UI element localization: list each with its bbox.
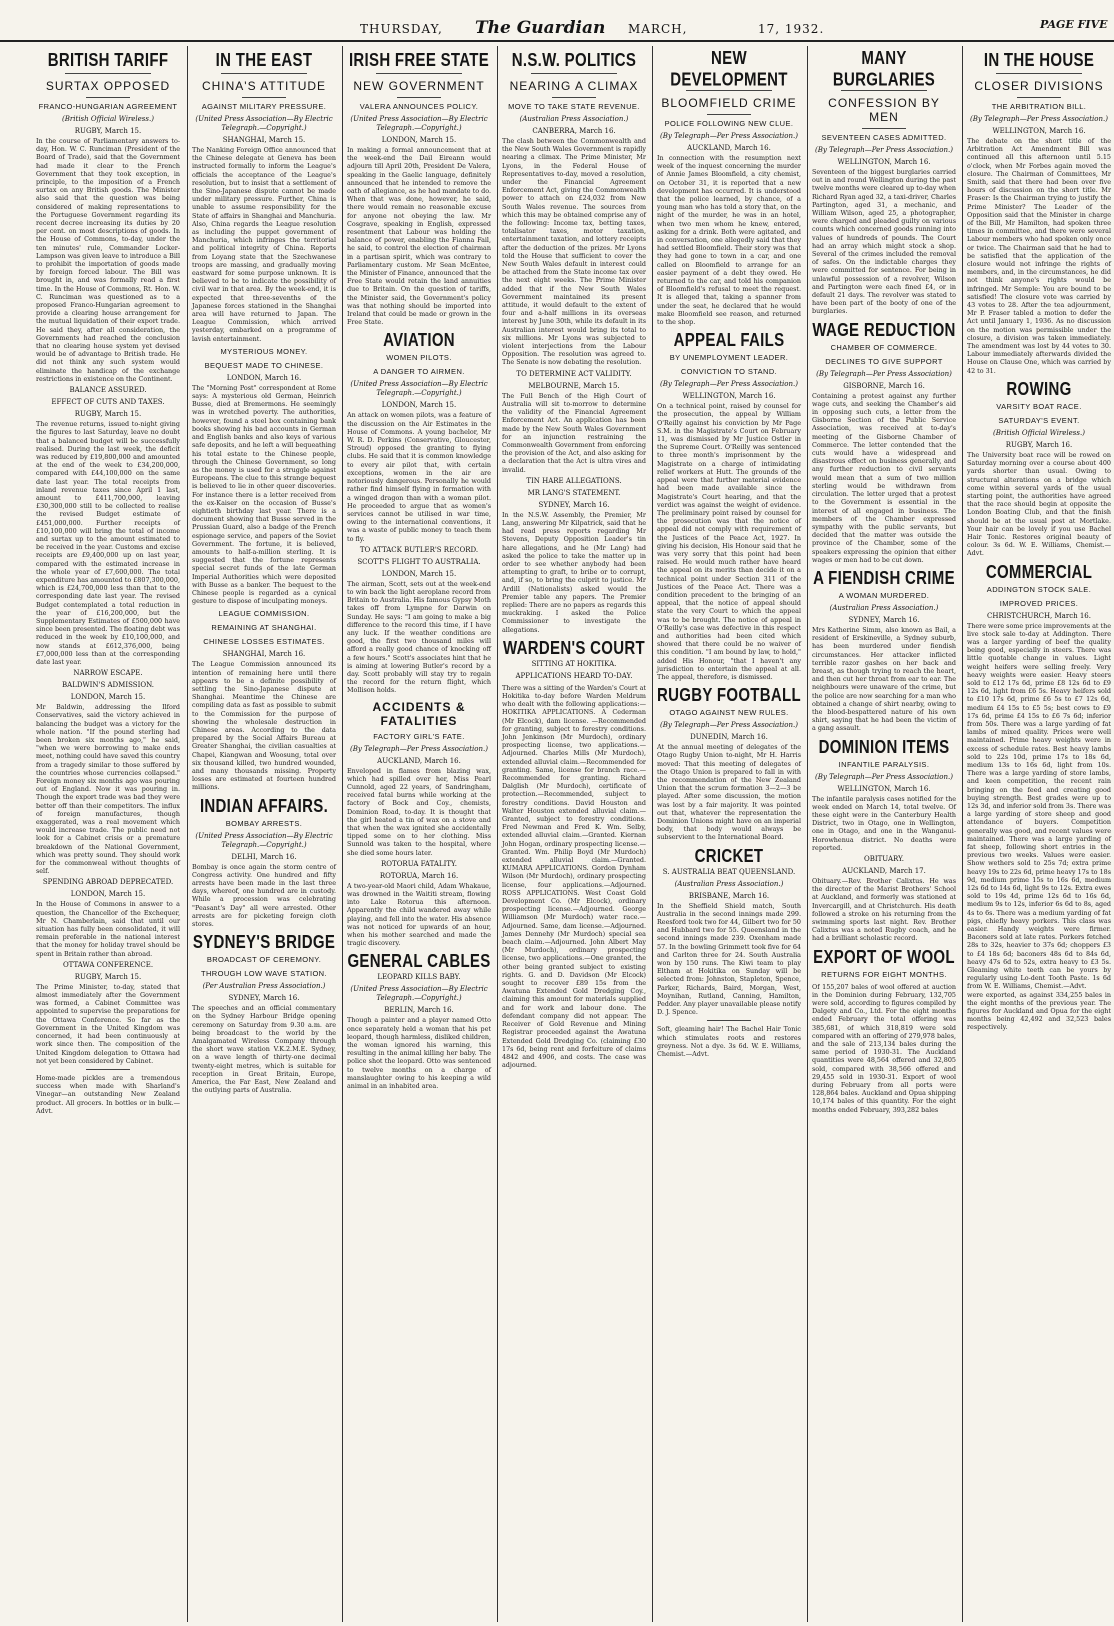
subhead: OBITUARY. — [863, 854, 905, 863]
article-body: Containing a protest against any further wage cuts, and seeking the Chamber's aid in opposing such cuts, a letter from the Gisborne Section of the Public Service Association, was received at to-day's meeting of the Gisborne Chamber of Commerce. The letter contended that the cuts would have a widespread and disastrous effect on business generally, and any further reduction to civil servants would mean that a sum of two million sterling would be withdrawn from circulation. The letter urged that a protest to the Government is essential in the interest of all engaged in business. The members of the Chamber expressed sympathy with the public servants, but decided that the matter was outside the province of the Chamber, some of the speakers expressing the opinion that either wages or men had to be cut down. — [812, 391, 956, 564]
article-body: In the course of Parliamentary answers to-day, Hon. W. C. Runciman (President of the Board of Trade), said that the Government had made it clear to the French Government that they took exception, in principle, to the imposition of a French surtax on any British goods. The Minister also said that the question was being considered of making representations to the Portuguese Government regarding its recent decree increasing its duties by 20 per cent. on most descriptions of goods. In the House of Commons, to-day, under the ten minutes' rule, Commander Locker-Lampson was given leave to introduce a Bill to prohibit the importation of goods made by foreign forced labour. The Bill was brought in, and was formally read a first time. In the House of Commons, Rt. Hon. W. C. Runciman was questioned as to a proposed Franco-Hungarian agreement to provide a clearing house arrangement for the mutual liquidation of their export trade. He said they, after all consideration, the Governments had reached the conclusion that no clearing house system yet devised would be of advantage to British trade. He did not think any such system would eliminate the handicap of the exchange restrictions in existence on the Continent. — [36, 137, 180, 383]
article-body: The Prime Minister, to-day, stated that almost immediately after the Government was formed, a Cabinet Committee was appointed to supervise the preparations for the Ottawa Conference. So far as the Government in the United Kingdom was concerned, it had been continuously at work since then. The composition of the United Kingdom delegation to Ottawa had not yet been considered by Cabinet. — [36, 982, 180, 1065]
subhead: SATURDAY'S EVENT. — [998, 415, 1080, 425]
article-body: Mrs Katherine Simm, also known as Bail, a resident of Erskineville, a Sydney suburb, has been murdered under fiendish circumstances. Her attacker inflicted terrible razor gashes on her back and breast, as though trying to reach the heart, and then cut her throat from ear to ear. The neighbours were unaware of the crime, but the police are now searching for a man who obtained a change of shirt nearby, owing to the blood-bespattered nature of his own shirt, saying that he had been the victim of a gang assault. — [812, 625, 956, 733]
deck: SEVENTEEN CASES ADMITTED. — [821, 133, 947, 142]
credit-line: (Australian Press Association.) — [519, 115, 629, 123]
headline: APPEAL FAILS — [673, 330, 785, 352]
article-body: An attack on women pilots, was a feature of the discussion on the Air Estimates in the House of Commons. A young bachelor, Mr W. R. D. Perkins (Conservative, Gloucester, Stroud) opposed the granting to flying clubs. He said that it is common knowledge to every air pilot that, with certain exceptions, women in the air are notoriously dangerous. Personally he would rather find himself flying in formation with a winged dragon than with a woman pilot. He proceeded to argue that as women's services cannot be utilised in war time, owing to the international conventions, it was a waste of public money to teach them to fly. — [347, 411, 491, 543]
dateline: DUNEDIN, March 16. — [690, 733, 768, 742]
article-body: Though a painter and a player named Otto once separately held a woman that his pet leopard, though harmless, disliked children, the woman ignored his warning, this resulting in the animal killing her baby. The police shot the leopard. Otto was sentenced to twelve months on a charge of manslaughter owing to his keeping a wild animal in an inhabited area. — [347, 1016, 491, 1091]
deck: AGAINST MILITARY PRESSURE. — [201, 102, 327, 111]
divider — [376, 73, 462, 74]
headline: EXPORT OF WOOL — [813, 946, 955, 968]
masthead-month: MARCH, — [628, 22, 688, 36]
credit-line: (United Press Association—By Electric Telegraph.—Copyright.) — [350, 115, 488, 132]
headline: N.S.W. POLITICS — [511, 49, 637, 72]
subhead: BY UNEMPLOYMENT LEADER. — [669, 353, 789, 363]
credit-line: (United Press Association—By Electric Telegraph.—Copyright.) — [195, 115, 333, 132]
headline: COMMERCIAL — [985, 561, 1093, 583]
divider — [86, 97, 129, 98]
subhead: ROTORUA FATALITY. — [381, 859, 457, 868]
subhead: BEQUEST MADE TO CHINESE. — [204, 360, 324, 370]
subhead: A WOMAN MURDERED. — [838, 590, 930, 600]
article-body: The infantile paralysis cases notified for the week ended on March 14, total twelve. Of these eight were in the Canterbury Health District, two in Otago, one in Wellington, one in Otago, and one in the Wanganui-Horowhenua district. No deaths were reported. — [812, 794, 956, 852]
subhead: VARSITY BOAT RACE. — [996, 401, 1082, 411]
deck: POLICE FOLLOWING NEW CLUE. — [664, 119, 794, 128]
dateline: RUGBY, March 15. — [74, 127, 142, 135]
dateline: DELHI, March 16. — [231, 852, 297, 861]
divider — [86, 1069, 129, 1070]
article-body: Bombay is once again the storm centre of Congress activity. One hundred and fifty arrests have been made in the last three days, whereof, one hundred are in custody. While a procession was celebrating "Peasant's Day" all were arrested. Other arrests are for picketing foreign cloth stores. — [192, 862, 336, 929]
subhead: TIN HARE ALLEGATIONS. — [526, 476, 622, 485]
subhead: SCOTT'S FLIGHT TO AUSTRALIA. — [357, 557, 481, 566]
dateline: LONDON, March 15. — [381, 136, 457, 144]
dateline: CHRISTCHURCH, March 16. — [987, 611, 1091, 620]
article-body: On a technical point, raised by counsel for the prosecution, the appeal by William O'Reilly against his conviction by Mr Page S.M. in the Magistrate's Court on February 11, was dismissed by Mr Justice Ostler in the Supreme Court. O'Reilly was sentenced to three month's imprisonment by the Magistrate on a charge of intimidating relief workers at Hutt. The grounds of the appeal were that further material evidence had been made available since the Magistrate's Court hearing, and that the verdict was against the weight of evidence. The preliminary point raised by counsel for the prosecution was that the notice of appeal did not comply with requirement of the Justices of the Peace Act, 1927. In giving his decision, His Honour said that he was very sorry that this point had been raised. He would much rather have heard the appeal on its merits than decide it on a technical point under Section 311 of the Justices of the Peace Act. There was a condition precedent to the bringing of an appeal, that the notice of appeal should state the very Court to which the appeal was to be brought. The notice of appeal in O'Reilly's case was defective in this respect and authorities had been cited which showed that there could be no waiver of this condition. "I am bound by law, to hold," added His Honour, "that I haven't any jurisdiction to entertain the appeal at all. The appeal, therefore, is dismissed. — [657, 402, 801, 681]
subhead: RETURNS FOR EIGHT MONTHS. — [821, 969, 947, 979]
article-body: The Full Bench of the High Court of Australia will sit to-morrow to determine the validity of the Financial Agreement Enforcement Act. An application has been made by the New South Wales Government for an injunction restraining the Commonwealth Government from enforcing the provision of the Act, and also asking for a declaration that the Act is ultra vires and invalid. — [502, 391, 646, 474]
divider — [65, 73, 151, 74]
subhead: REMAINING AT SHANGHAI. — [211, 623, 317, 633]
dateline: GISBORNE, March 16. — [843, 381, 925, 390]
subheadline: NEARING A CLIMAX — [509, 79, 639, 93]
subhead: CHINESE LOSSES ESTIMATES. — [203, 637, 325, 647]
headline: INDIAN AFFAIRS. — [199, 795, 329, 817]
subhead: TO ATTACK BUTLER'S RECORD. — [359, 545, 479, 554]
dateline: LONDON, March 16. — [226, 373, 302, 382]
dateline: WELLINGTON, March 16. — [992, 127, 1086, 135]
subhead: S. AUSTRALIA BEAT QUEENSLAND. — [662, 867, 796, 876]
subheadline: BLOOMFIELD CRIME — [661, 96, 797, 110]
divider — [707, 114, 750, 115]
dateline: LONDON, March 15. — [70, 693, 146, 702]
article-body: The speeches and an official commentary on the Sydney Harbour Bridge opening ceremony on Saturday from 9.30 a.m. are being broadcast to the world by the Amalgamated Wireless Company through the short wave station V.K.2.M.E. Sydney, on a wave length of thirty-one decimal twenty-eight metres, which is suitable for reception in Great Britain, Europe, America, the Far East, New Zealand and the outlying parts of Australia. — [192, 1004, 336, 1095]
dateline: AUCKLAND, March 16. — [377, 756, 461, 765]
dateline: WELLINGTON, March 16. — [837, 158, 931, 166]
article-body: The League Commission announced its intention of remaining here until there appears to be a definite possibility of settling the Sino-Japanese dispute at Shanghai. Meantime the Chinese are compiling data as fast as possible to submit to the Commission for the purpose of showing the wholesale destruction in Chinese areas. According to the data prepared by the Social Affairs Bureau at Greater Shanghai, the civilian casualties at Chapei, Kiangwan and Woosung, total over six thousand killed, two hundred wounded, and many thousands missing. Property losses are estimated at fourteen hundred millions. — [192, 660, 336, 792]
subhead: LEOPARD KILLS BABY. — [377, 973, 461, 982]
article-body: In connection with the resumption next week of the inquest concerning the murder of Annie James Bloomfield, a city chemist, on October 31, it is reported that a new development has occurred. It is understood that the police learned, by chance, of a young man who has told a story that, on the night of the murder, he was in an hotel, when two men whom he knew, entered, asking for a drink. Both were agitated, and in conversation, one allegedly said that they had settled Bloomfield. Their story was that they had gone to town in a car, and one called on Bloomfield to arrange for an easier payment of a debt they owed. He returned to the car, and told his companion of Bloomfield's refusal to meet the request. It is alleged that, taking a spanner from under the seat, he declared that he would make Bloomfield see reason, and returned to the shop. — [657, 154, 801, 327]
article-body: Enveloped in flames from blazing wax, which had spilled over her, Miss Pearl Cunnold, aged 22 years, of Sandringham, received fatal burns while working at the factory of Bock and Coy., chemists, Dominion Road, to-day. It is thought that the girl heated a tin of wax on a stove and that when the wax ignited she accidentally tipped some on to her clothing. Miss Sunnold was taken to the hospital, where she died some hours later. — [347, 766, 491, 857]
article-body: The Nanking Foreign Office announced that the Chinese delegate at Geneva has been instructed formally to inform the League's officials the acceptance of the League's resolution, but to insist that a settlement of the Sino-Japanese dispute cannot be made under military pressure. Further, China is unable to assume responsibility for the State of affairs in Shanghai and Manchuria. Also, China regards the League resolution as including the puppet government of Manchuria, which infringes the territorial and political integrity of China. Reports from Loyang state that the Szechwanese troops are massing, and gradually moving eastward for some purpose unknown. It is believed to be to indicate the possibility of civil war in that area. By the week-end, it is expected that three-sevenths of the Japanese forces stationed in the Shanghai area will have returned to Japan. The League Commission, which arrived yesterday, embarked on a programme of lavish entertainment. — [192, 146, 336, 343]
headline: BRITISH TARIFF — [47, 49, 169, 72]
divider — [221, 73, 307, 74]
article-body: Obituary.—Rev. Brother Calixtus. He was the director of the Marist Brothers' School at Auckland, and formerly was stationed at Invercargill, and at Christchurch. His death followed a stroke on his returning from the swimming sports last night. Rev. Brother Calixtus was a noted Rugby coach, and he had a brilliant scholastic record. — [812, 876, 956, 943]
headline: NEW DEVELOPMENT — [670, 47, 788, 91]
credit-line: (United Press Association—By Electric Telegraph.—Copyright.) — [350, 380, 488, 398]
headline: WAGE REDUCTION — [812, 319, 956, 341]
divider — [707, 1020, 750, 1021]
subhead: LEAGUE COMMISSION. — [218, 609, 310, 619]
headline: ACCIDENTS & FATALITIES — [372, 699, 466, 728]
subhead: WOMEN PILOTS. — [386, 353, 452, 363]
article-body: The clash between the Commonwealth and the New South Wales Government is rapidly nearing a climax. The Prime Minister, Mr Lyons, in the Federal House of Representatives to-day, moved a resolution, under the Financial Agreement Enforcement Act, giving the Commonwealth power to attach on £24,032 from New South Wales revenue. The sources from which this may be obtained comprise any of the following: Income tax, betting taxes, totalisator taxes, motor taxation, entertainment taxation, and lottery receipts after the deduction of the prizes. Mr Lyons told the House that sufficient to cover the New South Wales default in interest could be attached from the State income tax over the next eight weeks. The Prime Minister added that if the New South Wales Government maintained its present attitude, it would default to the extent of four and a-half millions in its overseas interest by June 30th, while its default in its Australian interest would bring its total to six millions. Mr Lyons was subjected to violent interjections from the Labour Opposition. The resolution was agreed to. The Senate is now debating the resolution. — [502, 137, 646, 367]
column-in-the-house — [963, 46, 1114, 1622]
dateline: SYDNEY, March 16. — [538, 500, 610, 509]
headline: GENERAL CABLES — [347, 951, 491, 973]
column-british-tariff — [32, 46, 184, 1622]
article-body: A two-year-old Maori child, Adam Whakaue, was drowned in the Waititi stream, flowing into Lake Rotorua this afternoon. Apparently the child wandered away while playing, and fell into the water. His absence was not noticed for upwards of an hour, when his mother searched and made the tragic discovery. — [347, 881, 491, 948]
article-body: In the House of Commons in answer to a question, the Chancellor of the Exchequer, Mr N. Chamberlain, said that until our situation has fully been consolidated, it will remain preferable in the national interest that the money for holiday travel should be spent in Britain rather than abroad. — [36, 900, 180, 958]
dateline: WELLINGTON, March 16. — [837, 784, 931, 793]
headline: WARDEN'S COURT — [503, 637, 645, 659]
subhead: IMPROVED PRICES. — [999, 598, 1079, 608]
subheadline: NEW GOVERNMENT — [353, 79, 485, 93]
advertisement: Soft, gleaming hair! The Bachel Hair Tonic which stimulates roots and restores greyness. Not a dye. 3s 6d. W. E. Williams, Chemist.—Advt. — [657, 1025, 801, 1059]
credit-line: (By Telegraph—Per Press Association.) — [815, 772, 953, 781]
masthead-paper-title: The Guardian — [475, 18, 606, 38]
dateline: BERLIN, March 16. — [384, 1006, 454, 1015]
subhead: BROADCAST OF CEREMONY. — [206, 955, 322, 965]
masthead-page-number: PAGE FIVE — [1040, 18, 1108, 31]
headline: IN THE HOUSE — [983, 49, 1095, 72]
subhead: SPENDING ABROAD DEPRECATED. — [42, 878, 174, 887]
divider — [242, 97, 285, 98]
credit-line: (By Telegraph—Per Press Association.) — [660, 380, 798, 389]
article-body: The debate on the short title of the Arbitration Act Amendment Bill was continued all this afternoon until 5.15 o'clock, when Mr Forbes again moved the closure. The Chairman of Committees, Mr Smith, said that there had been over five hours of discussion on the short title. Mr Fraser: Is the Chairman trying to justify the Prime Minister? The Leader of the Opposition said that the Minister in charge of the Bill, Mr Hamilton, had spoken three times in committee, and there were several Labour members who had spoken only once or twice. The Chairman said that he had to be satisfied that the application of the closure would not infringe the rights of members, and, in the circumstances, he did not think anyone's rights would be infringed. Mr Semple: You are bound to be satisfied! The closure vote was carried by 43 votes to 28. After the tea adjournment, Mr P. Fraser tabled a motion to defer the Act until January 1, 1936. As no discussion on the motion was permissible under the closure, a division was taken immediately. The amendment was lost by 44 votes to 30. Labour immediately afterwards divided the House on Clause One, which was carried by 42 to 31. — [967, 137, 1111, 375]
deck: FRANCO-HUNGARIAN AGREEMENT — [38, 102, 178, 111]
dateline: SHANGHAI, March 16. — [222, 650, 306, 659]
masthead-day: THURSDAY, — [360, 22, 443, 36]
subheadline: CONFESSION BY MEN — [828, 96, 940, 124]
dateline: SYDNEY, March 16. — [228, 994, 300, 1003]
dateline: LONDON, March 15. — [381, 401, 457, 410]
subhead: OTTAWA CONFERENCE. — [62, 960, 154, 969]
headline: CRICKET — [694, 845, 764, 867]
column-new-development — [653, 46, 805, 1622]
credit-line: (British Official Wireless.) — [62, 115, 154, 123]
headline: IN THE EAST — [215, 49, 313, 72]
dateline: LONDON, March 15. — [381, 569, 457, 578]
subhead: CHAMBER OF COMMERCE. — [830, 342, 938, 352]
credit-line: (United Press Association—By Electric Telegraph.—Copyright.) — [195, 831, 333, 849]
headline: IRISH FREE STATE — [348, 49, 490, 72]
credit-line: (United Press Association—By Electric Telegraph.—Copyright.) — [350, 985, 488, 1003]
article-body: Of 155,207 bales of wool offered at auction in the Dominion during February, 132,705 were sold, according to figures compiled by Dalgety and Co., Ltd. For the eight months ended February the total offering was 385,681, of which 318,819 were sold compared with an offering of 279,978 bales, and the sale of 213,134 bales during the same period of 1930-31. The Auckland quantities were 48,564 offered and 32,805 sold, compared with 38,566 offered and 29,455 sold in 1930-31. Export of wool during February from all ports were 128,864 bales. Auckland and Opua shipping 10,174 bales of this quantity. For the eight months ended February, 393,282 bales — [812, 982, 956, 1114]
column-nsw-politics — [498, 46, 650, 1622]
article-body: In the N.S.W. Assembly, the Premier, Mr Lang, answering Mr Kilpatrick, said that he had read press reports regarding Mr Stevens, Deputy Opposition Leader's tin hare allegations, and he (Mr Lang) had asked the police to take the matter up in order to see whether anybody had been attempting to graft, to bribe or to corrupt, and, if so, to bring the culprit to justice. Mr Ardill (Nationalists) asked would the Premier table any papers. The Premier replied: There are no papers as regards this muckraking. I asked the Police Commissioner to investigate the allegations. — [502, 510, 646, 634]
subhead: TO DETERMINE ACT VALIDITY. — [516, 369, 632, 378]
article-body: There were some price improvements at the live stock sale to-day at Addington. There was a larger yarding of beef the quality being good, especially in steers. There was little quotable change in values. Light weight heifers were selling freely. Very heavy weights were easier. Heavy steers sold to £12 17s 6d, prime £8 12s 6d to £9 12s 6d, light from £6 5s. Heavy heifers sold to £10 17s 6d, prime £6 5s to £7 12s 6d, medium £4 15s to £5 5s; best cows to £9 17s 6d, prime £4 15s to £6 7s 6d; inferior from 50s. There was a large yarding of fat lambs of mixed quality. Prices were well maintained. Prime heavy weights were in excess of schedule rates. Best heavy lambs sold to 22s 10d, prime 17s to 18s 6d, medium 13s to 16s 6d, light from 10s. There was a large yarding of store lambs, and keen competition, the recent rain bringing on the feed and creating good buying strength. Best grades were up to 12s 3d, and inferior sold from 3s. There was a large yarding of store sheep and good attendance of buyers. Competition generally was good, and recent values were maintained. There was a large yarding of fat sheep, following short entries in the previous two weeks. Values were easier. Show wethers sold to 25s 7d; extra prime heavy 19s to 22s 6d, prime heavy 17s to 18s 9d, medium prime 15s to 16s 6d, medium 12s 6d to 14s 6d, light 9s to 12s. Extra ewes sold to 19s 4d, prime 12s 6d to 16s 6d, medium 9s to 12s, inferior 6s 6d to 8s, aged 4s to 6s. There was a medium yarding of fat pigs, chiefly heavy porkers. This class was easier. Handy weights were firmer. Baconers sold at late rates. Porkers fetched 28s to 32s, heavier to 37s 6d; choppers £3 to £4 18s 6d; baconers 48s 6d to 84s 6d, heavy 47s 6d to 52s, extra heavy to £3 5s. Gleaming white teeth can be yours by regularly using Lo-dent Tooth Paste. 1s 6d from W. E. Williams, Chemist.—Advt. — [967, 621, 1111, 991]
divider — [1017, 97, 1060, 98]
headline: ROWING — [1006, 378, 1072, 401]
credit-line: (By Telegraph—Per Press Association.) — [815, 146, 953, 154]
subhead: A DANGER TO AIRMEN. — [373, 367, 465, 377]
article-body: At the annual meeting of delegates of the Otago Rugby Union to-night, Mr H. Harris moved: That this meeting of delegates of the Otago Union is prepared to fall in with the recommendation of the New Zealand Union that the scrum formation 3—2—3 be played. After some discussion, the motion was lost by a fair majority. It was pointed out that, whatever the representation the Dominion Unions might have on an imperial body, that body would always be subservient to the International Board. — [657, 743, 801, 842]
dateline: ROTORUA, March 16. — [379, 871, 459, 880]
divider — [996, 73, 1082, 74]
dateline: RUGBY, March 15. — [74, 972, 142, 981]
article-body: Mr Baldwin, addressing the Ilford Conservatives, said the victory achieved in balancing the budget was a victory for the whole nation. "If the pound sterling had been broken six months ago," he said, "when we were borrowing to make ends meet, nothing could have saved this country from a tragedy similar to those suffered by the countries whose currencies collapsed." Foreign money six months ago was pouring out of England. Now it was pouring in. Though the export trade was bad they were better off than their competitors. The influx of foreign manufactures, though exaggerated, was a real movement which would increase trade. The public need not look for a Cabinet crisis or a premature breakdown of the National Government, which was pretty sound. They should work for the commonweal without thoughts of self. — [36, 703, 180, 876]
credit-line: (By Telegraph—Per Press Association.) — [660, 132, 798, 140]
credit-line: (By Telegraph—Per Press Association.) — [350, 744, 488, 753]
article-body: Seventeen of the biggest burglaries carried out in and round Wellington during the past twelve months were cleared up to-day when Richard Ryan aged 32, a taxi-driver, Charles Partington, aged 31, a mechanic, and William Wilson, aged 25, a photographer, were charged and pleaded guilty on various counts which concerned goods running into values of hundreds of pounds. The Court had an array which might stock a shop. Several of the crimes included the removal of safes. On the indictable charges they were committed for sentence. For being in unlawful possession of a revolver, Wilson and Partington were each fined £4, or in default 21 days. The revolver was stated to have been part of the booty of one of the burglaries. — [812, 168, 956, 316]
subheadline: CHINA'S ATTITUDE — [201, 79, 327, 93]
subheadline: SURTAX OPPOSED — [45, 79, 171, 93]
divider — [552, 97, 595, 98]
article-body: In making a formal announcement that at the week-end the Dail Eireann would adjourn till April 20th, President De Valera, speaking in the Gaelic language, definitely announced that he intended to remove the oath of allegiance, as he had mandate to do. When that was done, however, he said, there would remain no reasonable excuse for anyone not obeying the law. Mr Cosgrave, speaking in English, expressed resentment that Labour was holding the balance of power, enabling the Fianna Fail, he said, to control the election of chairman in a partisan spirit, which was contrary to Parliamentary custom. Mr Sean McEntee, the Minister of Finance, announced that the Free State would retain the land annuities due to Britain. On the question of tariffs, the Minister said, the Government's policy was that nothing should be imported into Ireland that could be made or grown in the Free State. — [347, 146, 491, 327]
headline: RUGBY FOOTBALL — [657, 685, 801, 707]
article-body: In the Sheffield Shield match, South Australia in the second innings made 299. Reesford took two for 44, Gilbert two for 50 and Hubbard two for 55. Queensland in the second innings made 239. Oxenham made 57. In the bowling Grimmett took five for 64 and Carlton three for 24. South Australia won by 150 runs. The Kiwi team to play Eltham at Hokitika on Sunday will be selected from: Johnston, Stapleton, Spence, Parker, Richards, Baird, Morgan, West, Moynihan, Rutland, Canning, Hamilton, Pedder. Any player unavailable please notify D. J. Spence. — [657, 901, 801, 1017]
article-body: The revenue returns, issued to-night giving the figures to last Saturday, leave no doubt that a balanced budget will be successfully realised. During the last week, the deficit was reduced by £19,800,000 and amounted at the end of the week to £34,200,000, compared with £44,100,000 on the same date last year. The total receipts from inland revenue taxes since April 1 last, amount to £411,700,000, leaving £30,300,000 still to be collected to realise the revised Budget estimate of £451,000,000. Further receipts of £10,100,000 will bring the total of income and surtax up to the amount estimated to be received in the year. Customs and excise receipts are £9,400,000 up on last year, compared with the estimated increase in the whole year of £7,600,000. The total expenditure has amounted to £807,300,000, which is £24,700,000 less than that to the corresponding date last year. The revised Budget contemplated a total reduction in the year of £16,200,000, but the Supplementary Estimates of £500,000 have since been presented. The floating debt was reduced in the week by £10,100,000, and now stands at £612,376,000, being £7,000,000 less than at the corresponding date last year. — [36, 420, 180, 666]
dateline: WELLINGTON, March 16. — [682, 392, 776, 401]
subhead: OTAGO AGAINST NEW RULES. — [669, 708, 789, 718]
column-irish-free-state — [343, 46, 495, 1622]
advertisement: Home-made pickles are a tremendous success when made with Sharland's Vinegar—an outstanding New Zealand product. All grocers. In bottles or in bulk.—Advt. — [36, 1073, 180, 1115]
subhead: APPLICATIONS HEARD TO-DAY. — [515, 671, 633, 680]
headline: DOMINION ITEMS — [818, 736, 950, 758]
subhead: DECLINES TO GIVE SUPPORT — [825, 356, 943, 366]
dateline: SYDNEY, March 16. — [848, 615, 920, 624]
dateline: CANBERRA, March 16. — [532, 127, 616, 135]
column-many-burglaries — [808, 46, 960, 1622]
deck: VALERA ANNOUNCES POLICY. — [359, 102, 479, 111]
credit-line: (British Official Wireless.) — [993, 428, 1085, 437]
subhead: BOMBAY ARRESTS. — [225, 818, 303, 828]
dateline: LONDON, March 15. — [70, 890, 146, 899]
masthead-date: 17, 1932. — [758, 22, 825, 36]
divider — [531, 73, 617, 74]
subhead: THROUGH LOW WAVE STATION. — [201, 969, 327, 979]
credit-line: (By Telegraph—Per Press Association.) — [660, 721, 798, 730]
divider — [862, 128, 905, 129]
subhead: BALANCE ASSURED. — [69, 386, 147, 395]
credit-line: (By Telegraph—Per Press Association.) — [970, 115, 1108, 123]
dateline: AUCKLAND, March 16. — [687, 144, 771, 152]
dateline: MELBOURNE, March 15. — [528, 381, 620, 390]
subhead: BALDWIN'S ADMISSION. — [62, 681, 154, 690]
deck: MOVE TO TAKE STATE REVENUE. — [508, 102, 640, 111]
subhead: EFFECT OF CUTS AND TAXES. — [51, 398, 165, 407]
article-body: were exported, as against 334,255 bales in the eight months of the previous year. The figures for Auckland and Opua for the eight months being 42,492 and 32,523 bales respectively. — [967, 990, 1111, 1032]
dateline: RUGBY, March 16. — [1005, 440, 1073, 449]
dateline: SHANGHAI, March 15. — [222, 136, 306, 144]
subhead: ADDINGTON STOCK SALE. — [986, 584, 1092, 594]
subhead: FACTORY GIRL'S FATE. — [373, 731, 465, 741]
subhead: MYSTERIOUS MONEY. — [220, 346, 308, 356]
deck: THE ARBITRATION BILL. — [991, 102, 1087, 111]
headline: A FIENDISH CRIME — [813, 567, 955, 590]
headline: AVIATION — [383, 330, 455, 352]
headline: SYDNEY'S BRIDGE — [192, 932, 336, 954]
subhead: NARROW ESCAPE. — [73, 669, 143, 678]
subhead: CONVICTION TO STAND. — [680, 367, 778, 377]
subhead: INFANTILE PARALYSIS. — [838, 759, 930, 769]
headline: MANY BURGLARIES — [832, 47, 936, 91]
subheadline: CLOSER DIVISIONS — [974, 79, 1104, 93]
dateline: AUCKLAND, March 17. — [842, 866, 926, 875]
article-body: The University boat race will be rowed on Saturday morning over a course about 400 yards shorter than usual. Owing to structural alterations on a bridge which come within several yards of the usual starting point, the authorities have agreed that the race should begin at opposite the London Boating Club, and that the finish should be at the usual post at Mortlake. Your hair can be lovely if you use Bachel Hair Tonic. Restores original beauty of colour. 3s 6d. W. E. Williams, Chemist.—Advt. — [967, 450, 1111, 558]
dateline: BRISBANE, March 16. — [688, 891, 770, 900]
article-body: The airman, Scott, sets out at the week-end to win back the light aeroplane record from Britain to Australia. His famous Gypsy Moth takes off from Lympne for Darwin on Sunday. He says: "I am going to make a big difference to the record this time, if I have any luck. If the weather conditions are good, the first two thousand miles will afford a really good chance of knocking off a few hours." Scott's associates hint that he is aiming at lowering Butler's record by a day. Scott probably will stay try to regain the record for the return flight, which Mollison holds. — [347, 579, 491, 695]
article-body: There was a sitting of the Warden's Court at Hokitika to-day before Warden Meldrum who dealt with the following applications:— HOKITIKA APPLICATIONS. A Cederman (Mr Elcock), dam license. —Recommended for granting, subject to forestry conditions. John Jenkinson (Mr Murdoch), ordinary prospecting license, two applications.—Adjourned. Charles Mills (Mr Murdoch), extended alluvial claim.—Recommended for granting. Same, license for branch race.—Recommended for granting. Richard Dalglish (Mr Murdoch), certificate of protection.—Recommended, subject to forestry conditions. David Houston and Walter Houston extended alluvial claim.—Granted, subject to forestry conditions. Fred Newman and Fred K. Wm. Selby, extended alluvial claim.—Granted. Kiernan John Hogan, ordinary prospecting license.—Granted. Wm. Philip Boyd (Mr Murdoch) extended alluvial claim.—Granted. KUMARA APPLICATIONS. Gordon Dynham Wilson (Mr Murdoch), ordinary prospecting license, four applications.—Adjourned. ROSS APPLICATIONS. West Coast Gold Development Co. (Mr Elcock), ordinary prospecting license.—Adjourned. George Williamson (Mr Murdoch) water race.—Adjourned. Same, dam license.—Adjourned. James Dennehy (Mr Murdoch) special sea beach claim.—Adjourned. John Albert May (Mr Murdoch), ordinary prospecting license, two applications.—One granted, the other being granted subject to existing rights. G. and D. Davidson (Mr Elcock) sought to recover £89 15s from the Awatuna Extended Gold Dredging Coy., claiming this amount for materials supplied and for work and labour done. The defendant company did not appear. The Receiver of Gold Revenue and Mining Registrar proceeded against the Awatuna Extended Gold Dredging Co. (claiming £30 17s 6d, being rent and forfeiture of claims 4842 and 4906, and costs. The case was adjourned. — [502, 683, 646, 1070]
dateline: RUGBY, March 15. — [74, 410, 142, 419]
article-body: The "Morning Post" correspondent at Rome says: A mysterious old German, Heinrich Busse, died at Bremermons. He seemingly was in wretched poverty. The authorities, however, found a steel box containing bank books showing his bad accounts in German and English banks and also keys of various safe deposits, and he left a will bequeathing his total estate to the Chinese people, through the Chinese Government, so long as the money is used for a struggle against Europeans. The clue to this strange bequest is believed to lie in other queer discoveries. For instance there is a letter received from the ex-Kaiser on the occasion of Busse's eightieth birthday last year. There is a document showing that Busse served in the Prussian Guard, also a badge of the French espionage service, and papers of the Soviet Government. The fortune, it is believed, amounts to half-a-million sterling. It is suggested that the fortune represents special secret funds of the late German Imperial Authorities which were deposited with Busse as a banker. The bequest to the Chinese people is regarded as a cynical gesture to dispose of inculpating moneys. — [192, 383, 336, 606]
credit-line: (Australian Press Association.) — [829, 603, 939, 612]
credit-line: (By Telegraph—Per Press Association) — [816, 369, 952, 378]
column-in-the-east — [188, 46, 340, 1622]
subhead: SITTING AT HOKITIKA. — [531, 659, 617, 668]
credit-line: (Per Australian Press Association.) — [202, 982, 326, 991]
masthead — [0, 0, 1114, 42]
divider — [397, 97, 440, 98]
credit-line: (Australian Press Association.) — [674, 879, 784, 888]
subhead: MR LANG'S STATEMENT. — [527, 488, 621, 497]
